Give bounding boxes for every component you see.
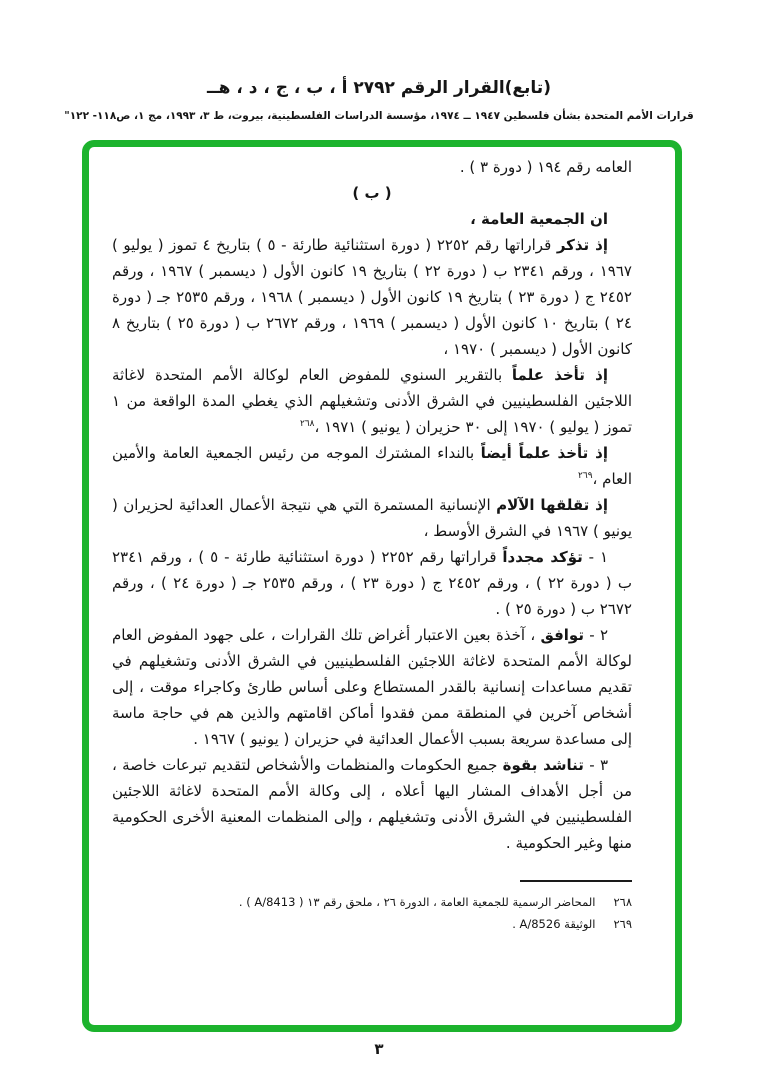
paragraph-text: جميع الحكومات والمنظمات والأشخاص لتقديم تبرعات خاصة ، من أجل الأهداف المشار اليها أعلاه ، إلى وكالة الأمم المتحدة لاغاثة اللاجئين الفلسطينيين في الشرق الأدنى وتشغيلهم ، وإلى المنظمات المعنية الأخرى الحكومية منها وغير الحكومية .: [112, 756, 632, 852]
paragraph-lead: تؤكد مجدداً: [502, 548, 583, 566]
paragraph-text: الإنسانية المستمرة التي هي نتيجة الأعمال العدائية لحزيران ( يونيو ) ١٩٦٧ في الشرق الأوسط ،: [112, 496, 632, 540]
resolution-header-title: (تابع)القرار الرقم ٢٧٩٢ أ ، ب ، ج ، د ، هــ: [207, 78, 551, 98]
paragraph-lead: إذ تذكر: [556, 236, 609, 254]
body-paragraph: [112, 492, 632, 544]
paragraph-list: [112, 232, 632, 856]
footnote-list: [112, 891, 632, 935]
paragraph-number: ١ -: [582, 548, 609, 566]
body-paragraph: [112, 440, 632, 492]
body-paragraph: [112, 232, 632, 362]
paragraph-lead: إذ تأخذ علماً: [511, 366, 608, 384]
paragraph-number: ٣ -: [583, 756, 608, 774]
paragraph-lead: توافق: [540, 626, 584, 644]
paragraph-text: قراراتها رقم ٢٢٥٢ ( دورة استثنائية طارئة - ٥ ) ، ورقم ٢٣٤١ ب ( دورة ٢٢ ) ، ورقم ٢٤٥٢ ج ( دورة ٢٣ ) ، ورقم ٢٥٣٥ جـ ( دورة ٢٤ ) ، ورقم ٢٦٧٢ ب ( دورة ٢٥ ) .: [112, 548, 632, 618]
paragraph-number: ٢ -: [583, 626, 609, 644]
opening-line: ان الجمعية العامة ،: [470, 210, 608, 228]
footnote-item: [112, 891, 632, 913]
footnote-reference: ٢٦٩: [578, 471, 593, 481]
footnote-number: ٢٦٩: [613, 917, 632, 931]
body-paragraph: [112, 752, 632, 856]
footnote-reference: ٢٦٨: [300, 419, 315, 429]
footnote-item: [112, 913, 632, 935]
footnote-separator: [520, 880, 632, 882]
body-paragraph: [112, 622, 632, 752]
paragraph-text: بالتقرير السنوي للمفوض العام لوكالة الأمم المتحدة لاغاثة اللاجئين الفلسطينيين في الشرق الأدنى وتشغيلهم الذي يغطي المدة الواقعة من ١ تموز ( يوليو ) ١٩٧٠ إلى ٣٠ حزيران ( يونيو ) ١٩٧١ ،: [112, 366, 632, 436]
paragraph-lead: تناشد بقوة: [502, 756, 584, 774]
paragraph-text: ، آخذة بعين الاعتبار أغراض تلك القرارات ، على جهود المفوض العام لوكالة الأمم المتحدة لاغاثة اللاجئين الفلسطينيين في الشرق الأدنى وتشغيلهم في تقديم مساعدات إنسانية بالقدر المستطاع وعلى أساس طارئ وكاجراء موقت ، إلى أشخاص آخرين في المنطقة ممن فقدوا أماكن اقامتهم والذين هم في حاجة ماسة إلى مساعدة سريعة بسبب الأعمال العدائية في حزيران ( يونيو ) ١٩٦٧ .: [112, 626, 632, 748]
paragraph-text: بالنداء المشترك الموجه من رئيس الجمعية العامة والأمين العام ،: [112, 444, 632, 488]
body-paragraph: [112, 544, 632, 622]
paragraph-lead: إذ تقلقها الآلام: [496, 496, 608, 514]
footnote-number: ٢٦٨: [613, 895, 632, 909]
paragraph-text: قراراتها رقم ٢٢٥٢ ( دورة استثنائية طارئة - ٥ ) بتاريخ ٤ تموز ( يوليو ) ١٩٦٧ ، ورقم ٢٣٤١ ب ( دورة ٢٢ ) بتاريخ ١٩ كانون الأول ( ديسمبر ) ١٩٦٧ ، ورقم ٢٤٥٢ ج ( دورة ٢٣ ) بتاريخ ١٩ كانون الأول ( ديسمبر ) ١٩٦٨ ، ورقم ٢٥٣٥ جـ ( دورة ٢٤ ) بتاريخ ١٠ كانون الأول ( ديسمبر ) ١٩٦٩ ، ورقم ٢٦٧٢ ب ( دورة ٢٥ ) بتاريخ ٨ كانون الأول ( ديسمبر ) ١٩٧٠ ،: [112, 236, 632, 358]
body-paragraph: [112, 362, 632, 440]
continuation-line: العامه رقم ١٩٤ ( دورة ٣ ) .: [459, 158, 632, 176]
footnote-text: الوثيقة A/8526 .: [512, 917, 596, 931]
footnotes-section: [112, 880, 632, 935]
page-number: ٣: [374, 1040, 384, 1058]
resolution-text-block: [112, 154, 632, 856]
source-citation-line: قرارات الأمم المتحدة بشأن فلسطين ١٩٤٧ ــ ١٩٧٤، مؤسسة الدراسات الفلسطينية، بيروت، ط ٣، ١٩٩٣، مج ١، ص١١٨- ١٢٢": [64, 110, 694, 122]
section-label: ( ب ): [352, 184, 392, 202]
footnote-text: المحاضر الرسمية للجمعية العامة ، الدورة ٢٦ ، ملحق رقم ١٣ ( A/8413 ) .: [238, 895, 596, 909]
paragraph-lead: إذ تأخذ علماً أيضاً: [480, 444, 608, 462]
